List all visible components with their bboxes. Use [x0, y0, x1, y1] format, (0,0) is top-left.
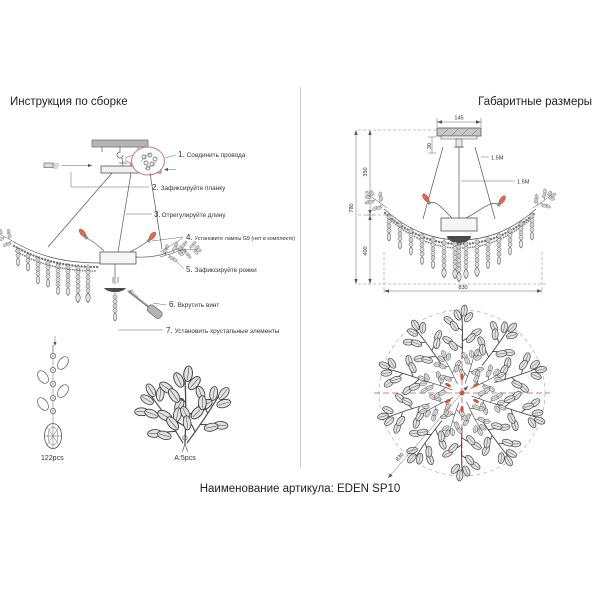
assembly-diagram [0, 140, 295, 462]
dim-canopy-width [437, 116, 481, 128]
g9-lamp-icon [421, 193, 431, 205]
g9-lamp-icon [496, 195, 506, 207]
sprig-count-label: A:5pcs [174, 455, 196, 462]
step-7-label: 7. Установить хрустальные элементы [166, 326, 280, 335]
step-2-label: 2. Зафиксируйте планку [152, 183, 226, 192]
step-3-label: 3.Отрегулируйте длину [154, 210, 226, 219]
chandelier-side-view [359, 184, 561, 282]
article-caption: Наименование артикула: EDEN SP10 [199, 483, 401, 495]
chain-count-label: 122pcs [41, 455, 64, 462]
left-panel-title: Инструкция по сборке [10, 96, 128, 108]
svg-text:780: 780 [349, 203, 355, 213]
chandelier-top-view [372, 305, 552, 481]
svg-text:830: 830 [394, 451, 406, 463]
leaf-sprig-drawing [123, 366, 248, 462]
step-labels [152, 150, 295, 335]
chandelier-body-drawing [100, 252, 136, 321]
g9-lamp-icon [146, 231, 157, 243]
svg-text:145: 145 [454, 115, 464, 122]
svg-text:350: 350 [363, 167, 369, 177]
dim-body-width [384, 285, 542, 293]
dimensions-diagram [349, 116, 561, 482]
step-5-label: 5. Зафиксируйте рожки [186, 265, 257, 274]
reference-dashes [358, 130, 546, 293]
dim-canopy-height [427, 137, 436, 153]
canopy-drawing [437, 128, 481, 147]
step-6-label: 6. Вкрутить винт [169, 300, 220, 309]
step-4-label: 4. Установите лампы G9 (нет в комплекте) [186, 233, 296, 242]
cable-length-label: 1.5M [517, 179, 530, 186]
svg-text:830: 830 [458, 285, 468, 291]
crystal-chain-drawing [35, 345, 70, 462]
suspension-wires-dim [423, 147, 530, 219]
svg-text:400: 400 [363, 246, 369, 256]
dim-total-height [349, 130, 358, 284]
step-1-label: 1. Соединить провода [178, 150, 246, 159]
g9-lamp-icon [78, 228, 89, 240]
cable-length-label: 1.5M [491, 155, 504, 162]
screwdriver-icon [128, 290, 163, 320]
svg-text:30: 30 [427, 142, 433, 150]
lamp-arms-drawing [78, 228, 202, 267]
dim-wire-and-body [363, 130, 374, 284]
suspension-wires [48, 173, 162, 252]
right-panel-title: Габаритные размеры [478, 96, 592, 108]
